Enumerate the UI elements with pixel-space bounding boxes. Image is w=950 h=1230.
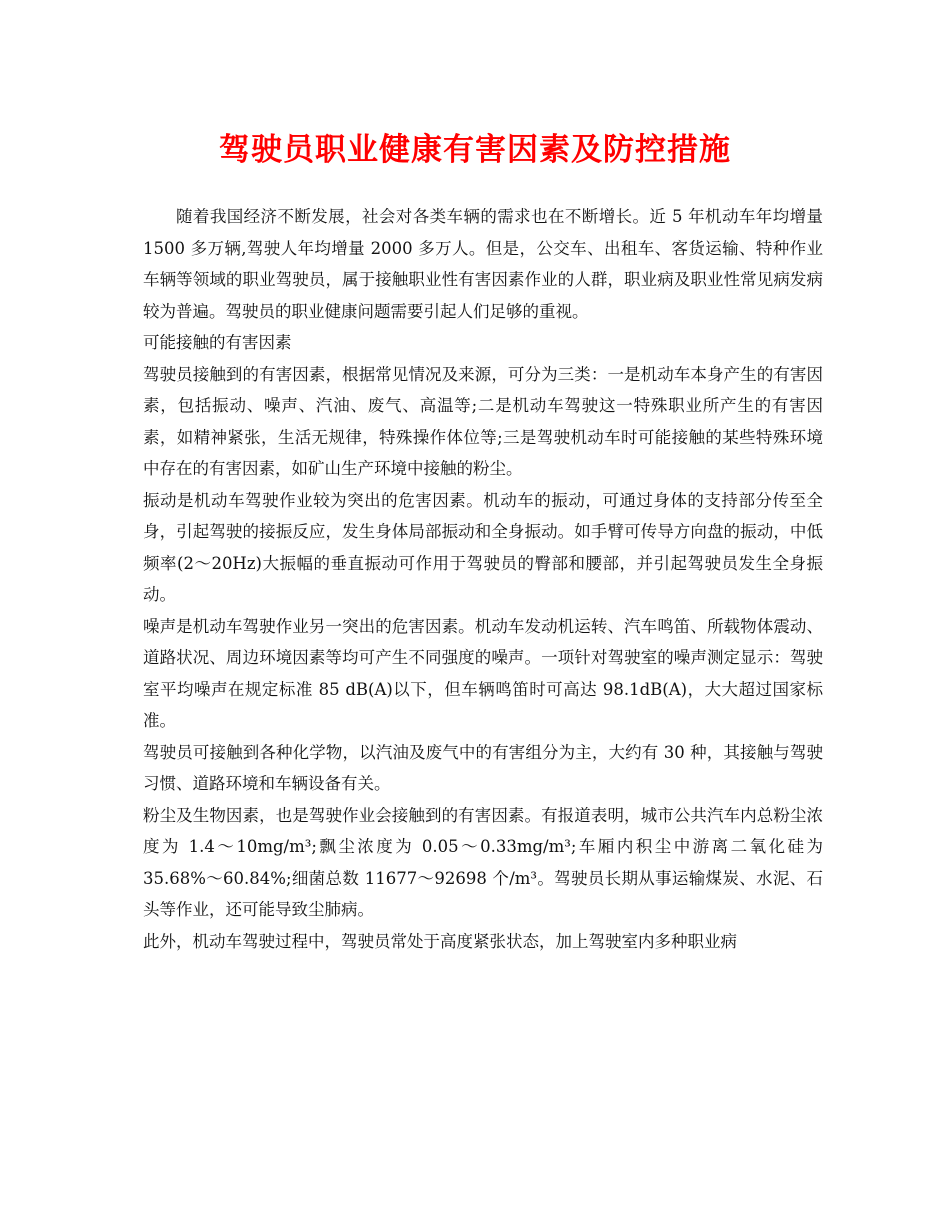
document-title: 驾驶员职业健康有害因素及防控措施 — [219, 132, 731, 168]
paragraph-vibration: 振动是机动车驾驶作业较为突出的危害因素。机动车的振动，可通过身体的支持部分传至全身，引起驾驶的接振反应，发生身体局部振动和全身振动。如手臂可传导方向盘的振动，中低频率(2～20Hz)大振幅的垂直振动可作用于驾驶员的臀部和腰部，并引起驾驶员发生全身振动。 — [143, 490, 823, 604]
paragraph-categories: 驾驶员接触到的有害因素，根据常见情况及来源，可分为三类：一是机动车本身产生的有害因素，包括振动、噪声、汽油、废气、高温等;二是机动车驾驶这一特殊职业所产生的有害因素，如精神紧张，生活无规律，特殊操作体位等;三是驾驶机动车时可能接触的某些特殊环境中存在的有害因素，如矿山生产环境中接触的粉尘。 — [143, 364, 823, 478]
paragraph-stress: 此外，机动车驾驶过程中，驾驶员常处于高度紧张状态，加上驾驶室内多种职业病 — [143, 931, 737, 951]
paragraph-intro: 随着我国经济不断发展，社会对各类车辆的需求也在不断增长。近 5 年机动车年均增量1500 多万辆,驾驶人年均增量 2000 多万人。但是，公交车、出租车、客货运输、特种作业车辆等领域的职业驾驶员，属于接触职业性有害因素作业的人群，职业病及职业性常见病发病较为普遍。驾驶员的职业健康问题需要引起人们足够的重视。 — [143, 207, 823, 321]
paragraph-chemicals: 驾驶员可接触到各种化学物，以汽油及废气中的有害组分为主，大约有 30 种，其接触与驾驶习惯、道路环境和车辆设备有关。 — [143, 742, 823, 793]
document-body — [143, 201, 823, 957]
paragraph-noise: 噪声是机动车驾驶作业另一突出的危害因素。机动车发动机运转、汽车鸣笛、所载物体震动、道路状况、周边环境因素等均可产生不同强度的噪声。一项针对驾驶室的噪声测定显示：驾驶室平均噪声在规定标准 85 dB(A)以下，但车辆鸣笛时可高达 98.1dB(A)，大大超过国家标准。 — [143, 616, 823, 730]
section-heading: 可能接触的有害因素 — [143, 333, 292, 352]
paragraph-dust: 粉尘及生物因素，也是驾驶作业会接触到的有害因素。有报道表明，城市公共汽车内总粉尘浓度为 1.4～10mg/m³;飘尘浓度为 0.05～0.33mg/m³;车厢内积尘中游离二氧化硅为 35.68%～60.84%;细菌总数 11677～92698 个/m³。驾驶员长期从事运输煤炭、水泥、石头等作业，还可能导致尘肺病。 — [143, 805, 823, 919]
